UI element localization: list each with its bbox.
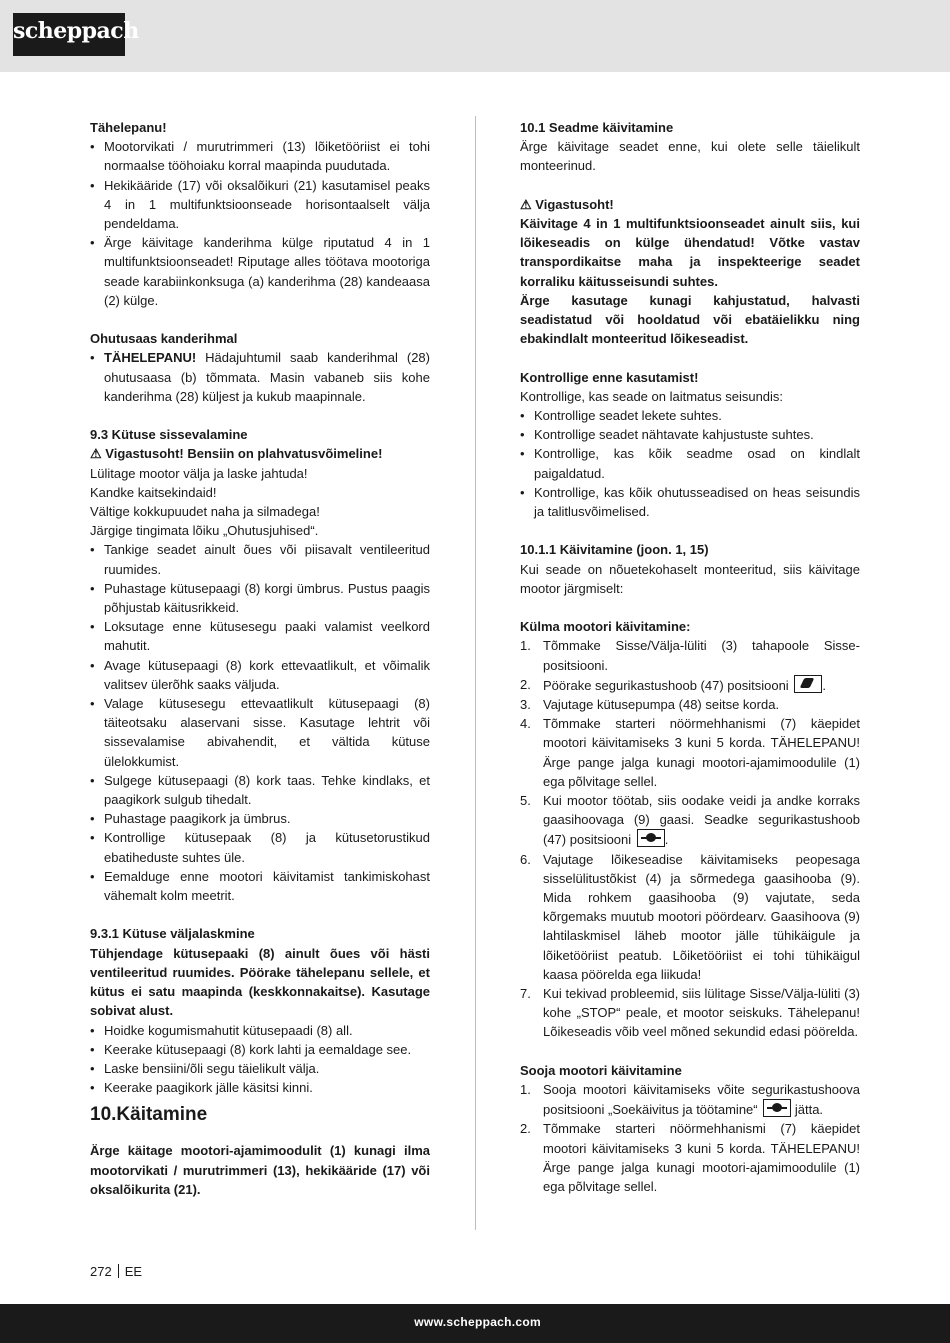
item-text-post: .: [822, 677, 826, 693]
item-number: 4.: [520, 716, 531, 732]
item-text: Tõmmake Sisse/Välja-lüliti (3) tahapoole Sisse-positsiooni.: [543, 638, 860, 673]
list-item: • Valage kütusesegu ettevaatlikult kütusepaagi (8) täiteotsaku alaservani sisse. Kasutage lehtrit või sissevalamise abivahendit, et vältida kütuse ülelokkumist.: [90, 694, 430, 771]
brand-logo: [13, 13, 139, 56]
cold-start-list: [520, 636, 860, 1041]
item-text-post: jätta.: [791, 1102, 824, 1118]
left-column: [90, 118, 430, 1199]
list-item: • Kontrollige, kas kõik ohutusseadised on heas seisundis ja talitlusvõimelised.: [520, 483, 860, 521]
list-item: [520, 1119, 860, 1196]
item-text-post: .: [664, 832, 669, 848]
page-number: 272: [90, 1264, 112, 1279]
list-item: [520, 791, 860, 850]
list-item: • Keerake kütusepaagi (8) kork lahti ja eemaldage see.: [90, 1040, 430, 1059]
list-item: • Keerake paagikork jälle käsitsi kinni.: [90, 1078, 430, 1097]
check-list: [520, 406, 860, 521]
item-number: 2.: [520, 676, 531, 692]
item-number: 6.: [520, 851, 531, 867]
cold-heading: Külma mootori käivitamine:: [520, 619, 691, 635]
fuel-line: Vältige kokkupuudet naha ja silmadega!: [90, 504, 320, 520]
list-item: • Kontrollige, kas kõik seadme osad on kindlalt paigaldatud.: [520, 444, 860, 482]
footer-bar: [0, 1304, 950, 1343]
page-footer: [90, 1264, 142, 1279]
list-item: • Sulgege kütusepaagi (8) kork taas. Tehke kindlaks, et paagikork sulgub tihedalt.: [90, 771, 430, 809]
list-item: • Loksutage enne kütusesegu paaki valamist veelkord mahutit.: [90, 617, 430, 655]
list-item: • Tankige seadet ainult õues või piisavalt ventileeritud ruumides.: [90, 540, 430, 578]
list-item: • Hekikääride (17) või oksalõikuri (21) kasutamisel peaks 4 in 1 multifunktsioonseade horisontaalselt välja pendeldama.: [90, 176, 430, 234]
drain-list: [90, 1021, 430, 1098]
header-bar: [0, 0, 950, 72]
list-item: • Laske bensiini/õli segu täielikult välja.: [90, 1059, 430, 1078]
fuel-list: [90, 540, 430, 905]
fuel-warning: ⚠ Vigastusoht! Bensiin on plahvatusvõimeline!: [90, 446, 383, 462]
section-10-bold-text: Ärge käitage mootori-ajamimoodulit (1) kunagi ilma mootorvikati / murutrimmeri (13), hekikääride (17) või oksalõikurita (21).: [90, 1143, 430, 1197]
list-item: • Hoidke kogumismahutit kütusepaadi (8) all.: [90, 1021, 430, 1040]
strap-item-text: Hädajuhtumil saab kanderihmal (28) ohutusaasa (b) tõmmata. Masin vabaneb siis kohe kanderihma (28) küljest ja kukub maapinnale.: [104, 350, 430, 404]
warm-start-list: [520, 1080, 860, 1196]
check-intro: Kontrollige, kas seade on laitmatus seisundis:: [520, 388, 784, 404]
list-item: • Kontrollige seadet nähtavate kahjustuste suhtes.: [520, 425, 860, 444]
drain-bold-text: Tühjendage kütusepaaki (8) ainult õues või hästi ventileeritud ruumides. Pöörake tähelepanu sellele, et kütus ei satu maapinda (keskkonnakaitse). Kasutage sobivat alust.: [90, 945, 430, 1019]
item-number: 1.: [520, 638, 531, 654]
item-text: Pöörake segurikastushoob (47) positsiooni: [543, 677, 789, 693]
danger-text-2: Ärge kasutage kunagi kahjustatud, halvasti seadistatud või hooldatud või ebatäielikku ning ebakindlalt monteeritud lõikeseadist.: [520, 292, 860, 347]
attention-list: [90, 137, 430, 310]
item-number: 5.: [520, 793, 531, 809]
list-item: [520, 636, 860, 674]
item-text: Vajutage kütusepumpa (48) seitse korda.: [543, 697, 780, 713]
item-text: Tõmmake starteri nöörmehhanismi (7) käepidet mootori käivitamiseks 3 kuni 5 korda. TÄHELEPANU! Ärge pange jalga kunagi mootori-ajamimoodulile (1) ega põlvitage sellel.: [543, 1121, 860, 1195]
item-number: 2.: [520, 1121, 531, 1137]
footer-separator: [118, 1264, 119, 1278]
strap-heading: Ohutusaas kanderihmal: [90, 331, 238, 347]
list-item: [520, 984, 860, 1042]
list-item: • Kontrollige seadet lekete suhtes.: [520, 406, 860, 425]
list-item: [520, 714, 860, 791]
website-link[interactable]: www.scheppach.com: [414, 1315, 541, 1329]
list-item: • Mootorvikati / murutrimmeri (13) lõiketööriist ei tohi normaalse tööhoiaku korral maapinda puudutada.: [90, 137, 430, 175]
list-item: [520, 675, 860, 695]
danger-heading: ⚠ Vigastusoht!: [520, 196, 614, 212]
fuel-line: Järgige tingimata lõiku „Ohutusjuhised“.: [90, 523, 319, 539]
list-item: • Ärge käivitage kanderihma külge riputatud 4 in 1 multifunktsioonseadet! Riputage alles töötava mootoriga seade karabiinkonksuga (a) kanderihma (28) kandeaasa (2) külge.: [90, 233, 430, 310]
column-divider: [475, 116, 476, 1230]
list-item: • Puhastage kütusepaagi (8) korgi ümbrus. Pustus paagis põhjustab käitusrikkeid.: [90, 579, 430, 617]
fuel-line: Kandke kaitsekindaid!: [90, 484, 217, 500]
fuel-heading: 9.3 Kütuse sissevalamine: [90, 427, 248, 443]
warm-heading: Sooja mootori käivitamine: [520, 1062, 682, 1078]
list-item: • Puhastage paagikork ja ümbrus.: [90, 809, 430, 828]
item-text: Sooja mootori käivitamiseks võite segurikastushoova positsiooni „Soekäivitus ja töötamine“: [543, 1082, 860, 1118]
item-text: Vajutage lõikeseadise käivitamiseks peopesaga sisselülitustõkist (4) ja sõrmedega gaasihooba (9). Mida rohkem gaasihooba (9) vajutate, seda kõrgemaks muutub mootori pöördearv. Gaasihoova (9) lahtilaskmisel läheb mootor jälle tühikäigule ja lõiketööriist peatub. Lõiketööriist ei tohi tühikäigul kaasa pöörelda ega liikuda!: [543, 851, 860, 982]
choke-half-icon: [637, 829, 665, 847]
danger-text: Käivitage 4 in 1 multifunktsioonseadet ainult siis, kui lõikeseadis on külge ühendatud! Võtke vastav transpordikaitse maha ja inspekteerige seadet korraliku käitusseisundi suhtes.: [520, 216, 860, 289]
list-item: [520, 850, 860, 984]
list-item: • Avage kütusepaagi (8) kork ettevaatlikult, et võimalik valitsev ülerõhk saaks väljuda.: [90, 656, 430, 694]
section-10-title: 10.Käitamine: [90, 1104, 208, 1126]
item-number: 7.: [520, 986, 531, 1002]
item-number: 1.: [520, 1082, 531, 1098]
start1-heading: 10.1.1 Käivitamine (joon. 1, 15): [520, 542, 709, 558]
item-number: 3.: [520, 697, 531, 713]
start-heading: 10.1 Seadme käivitamine: [520, 120, 674, 135]
list-item: • Kontrollige kütusepaak (8) ja kütusetorustikud ebatiheduste suhtes üle.: [90, 828, 430, 866]
attention-heading: Tähelepanu!: [90, 120, 167, 135]
choke-run-icon: [763, 1099, 791, 1117]
list-item: [90, 348, 430, 406]
list-item: [520, 1080, 860, 1119]
choke-lever-icon: [794, 675, 822, 693]
right-column: [520, 118, 860, 1196]
fuel-line: Lülitage mootor välja ja laske jahtuda!: [90, 465, 308, 481]
logo-text: scheppach: [13, 18, 139, 44]
strap-list: [90, 348, 430, 406]
item-text: Kui tekivad probleemid, siis lülitage Sisse/Välja-lüliti (3) kohe „STOP“ peale, et mootor seiskuks. Tähelepanu! Lõikeseadis võib veel mõned sekundid edasi pöörelda.: [543, 986, 860, 1040]
start-text: Ärge käivitage seadet enne, kui olete selle täielikult monteerinud.: [520, 139, 860, 174]
check-heading: Kontrollige enne kasutamist!: [520, 369, 699, 385]
list-item: [520, 695, 860, 714]
item-text: Tõmmake starteri nöörmehhanismi (7) käepidet mootori käivitamiseks 3 kuni 5 korda. TÄHELEPANU! Ärge pange jalga kunagi mootori-ajamimoodulile (1) ega põlvitage sellel.: [543, 716, 860, 789]
language-code: EE: [124, 1264, 143, 1279]
strap-attention-label: TÄHELEPANU!: [104, 350, 197, 366]
item-text: Kui mootor töötab, siis oodake veidi ja andke korraks gaasihoovaga (9) gaasi. Seadke segurikastushoob (47) positsiooni: [543, 793, 860, 848]
start1-text: Kui seade on nõuetekohaselt monteeritud, siis käivitage mootor järgmiselt:: [520, 561, 860, 596]
list-item: • Eemalduge enne mootori käivitamist tankimiskohast vähemalt kolm meetrit.: [90, 867, 430, 905]
drain-heading: 9.3.1 Kütuse väljalaskmine: [90, 926, 255, 942]
